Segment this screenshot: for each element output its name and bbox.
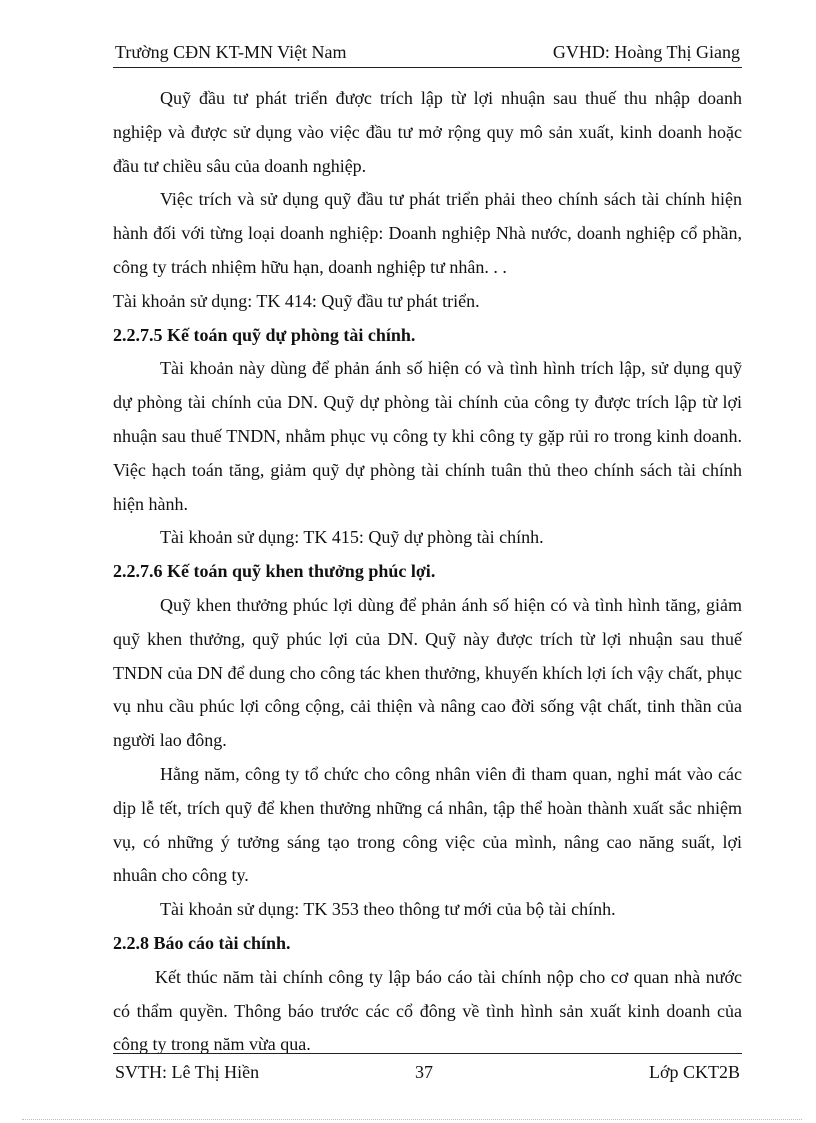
header-school: Trường CĐN KT-MN Việt Nam: [115, 42, 347, 62]
paragraph-reserve-fund: Tài khoản này dùng để phản ánh số hiện có và tình hình trích lập, sử dụng quỹ dự phòng tài chính của DN. Quỹ dự phòng tài chính của công ty được trích lập từ lợi nhuận sau thuế TNDN, nhằm phục vụ công ty khi công ty gặp rủi ro trong kinh doanh. Việc hạch toán tăng, giảm quỹ dự phòng tài chính tuân thủ theo chính sách tài chính hiện hành.: [113, 358, 742, 514]
paragraph-fund-policy: Việc trích và sử dụng quỹ đầu tư phát triển phải theo chính sách tài chính hiện hành đối với từng loại doanh nghiệp: Doanh nghiệp Nhà nước, doanh nghiệp cổ phần, công ty trách nhiệm hữu hạn, doanh nghiệp tư nhân. . .: [113, 189, 742, 277]
heading-2-2-7-5: 2.2.7.5 Kế toán quỹ dự phòng tài chính.: [113, 324, 416, 345]
paragraph-financial-report: Kết thúc năm tài chính công ty lập báo cáo tài chính nộp cho cơ quan nhà nước có thẩm quyền. Thông báo trước các cổ đông về tình hình sản xuất kinh doanh của công ty trong năm vừa qua.: [113, 966, 742, 1055]
paragraph-account-353: Tài khoản sử dụng: TK 353 theo thông tư mới của bộ tài chính.: [160, 899, 616, 920]
page-footer: [113, 1053, 742, 1086]
paragraph-account-415: Tài khoản sử dụng: TK 415: Quỹ dự phòng tài chính.: [160, 527, 544, 548]
paragraph-bonus-fund: Quỹ khen thưởng phúc lợi dùng để phản ánh số hiện có và tình hình tăng, giảm quỹ khen thưởng, quỹ phúc lợi của DN. Quỹ này được trích từ lợi nhuận sau thuế TNDN của DN để dung cho công tác khen thưởng, khuyến khích lợi ích vậy chất, phục vụ nhu cầu phúc lợi công cộng, cải thiện và nâng cao đời sống vật chất, tinh thần của người lao đông.: [113, 594, 742, 751]
paragraph-annual-activities: Hằng năm, công ty tổ chức cho công nhân viên đi tham quan, nghỉ mát vào các dịp lễ tết, trích quỹ để khen thưởng những cá nhân, tập thể hoàn thành xuất sắc nhiệm vụ, có những ý tưởng sáng tạo trong công việc của mình, nâng cao năng suất, lợi nhuân cho công ty.: [113, 763, 742, 886]
heading-2-2-8: 2.2.8 Báo cáo tài chính.: [113, 932, 291, 953]
footer-class: Lớp CKT2B: [648, 1062, 740, 1082]
header-instructor: GVHD: Hoàng Thị Giang: [552, 42, 740, 62]
page-number: 37: [415, 1062, 433, 1082]
heading-2-2-7-6: 2.2.7.6 Kế toán quỹ khen thưởng phúc lợi.: [113, 561, 436, 582]
paragraph-account-414: Tài khoản sử dụng: TK 414: Quỹ đầu tư phát triển.: [113, 290, 480, 311]
body-content: [113, 82, 742, 1062]
paragraph-fund-investment: Quỹ đầu tư phát triển được trích lập từ lợi nhuận sau thuế thu nhập doanh nghiệp và được sử dụng vào việc đầu tư mở rộng quy mô sản xuất, kinh doanh hoặc đầu tư chiều sâu của doanh nghiệp.: [113, 88, 742, 176]
footer-student: SVTH: Lê Thị Hiền: [115, 1062, 260, 1082]
page-header: [113, 41, 742, 68]
page-edge-divider: [22, 1119, 802, 1120]
